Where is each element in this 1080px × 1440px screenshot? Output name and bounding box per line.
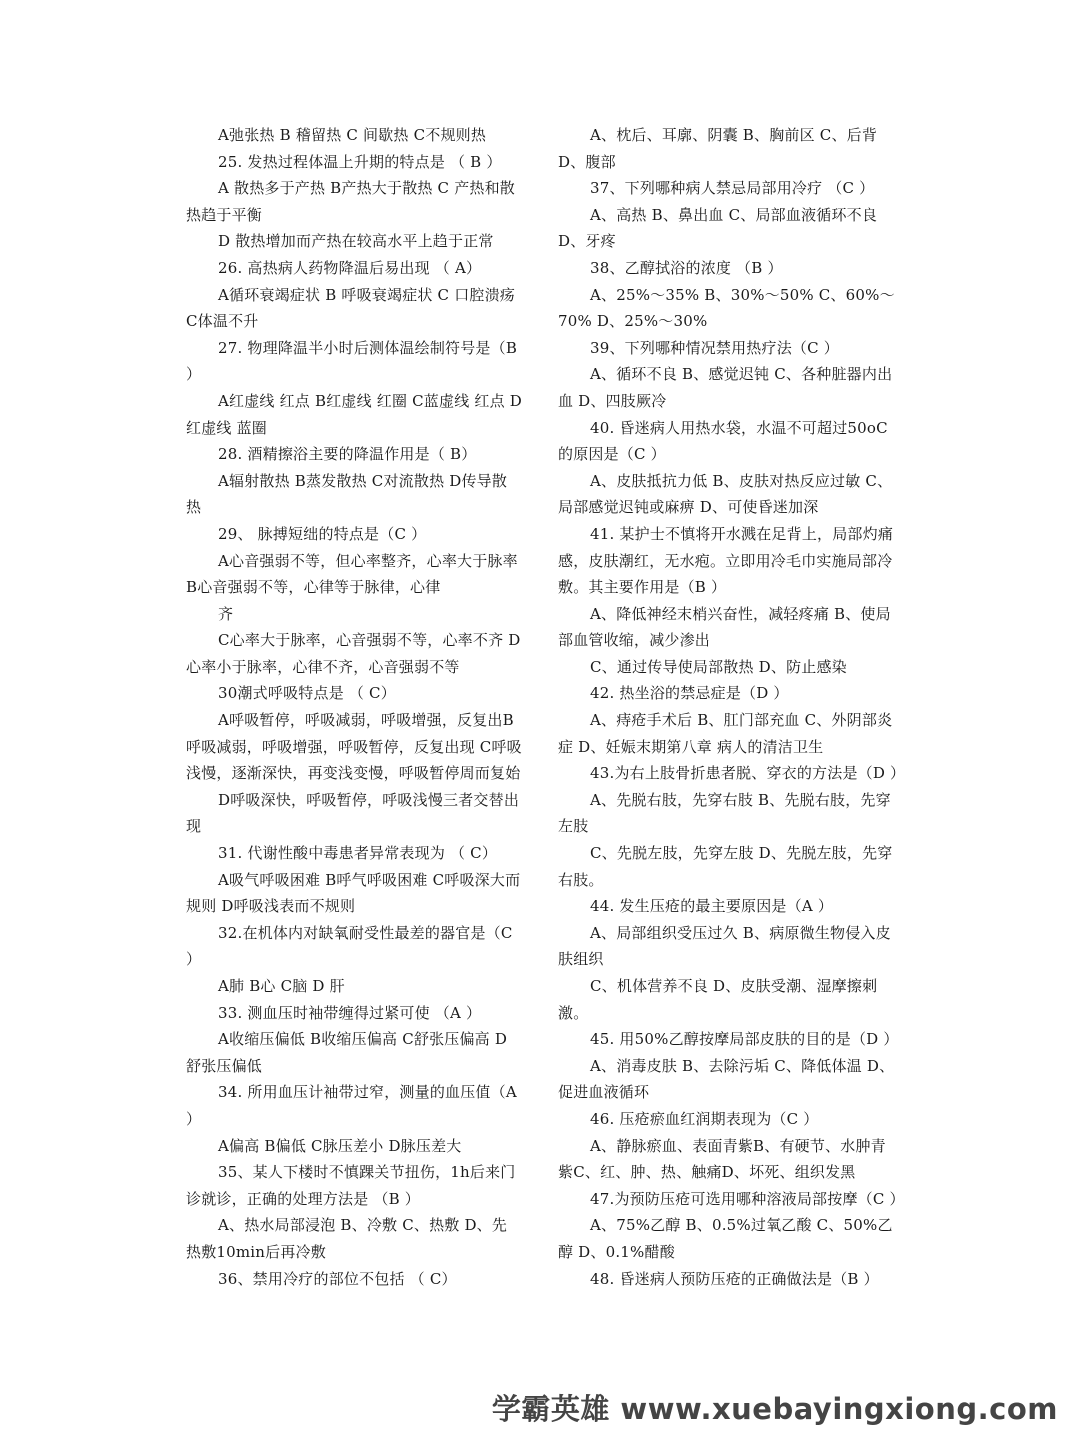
text-line: 33. 测血压时袖带缠得过紧可使 （A ） — [218, 1003, 482, 1022]
text-line: A、痔疮手术后 B、肛门部充血 C、外阴部炎症 D、妊娠末期第八章 病人的清洁卫生 — [558, 711, 893, 756]
right-column — [558, 122, 906, 1292]
text-line: 42. 热坐浴的禁忌症是（D ） — [590, 684, 789, 703]
text-line: 28. 酒精擦浴主要的降温作用是（ B） — [218, 445, 477, 464]
text-line: A、先脱右肢，先穿右肢 B、先脱右肢，先穿左肢 — [558, 790, 891, 836]
text-line: 46. 压疮瘀血红润期表现为（C ） — [590, 1109, 819, 1128]
text-line: 47.为预防压疮可选用哪种溶液局部按摩（C ） — [590, 1189, 905, 1208]
text-line: 43.为右上肢骨折患者脱、穿衣的方法是（D ） — [590, 764, 906, 783]
text-line: A循环衰竭症状 B 呼吸衰竭症状 C 口腔溃疡 C体温不升 — [186, 285, 516, 331]
text-line: C、先脱左肢，先穿左肢 D、先脱左肢，先穿右肢。 — [558, 844, 893, 889]
text-line: A、循环不良 B、感觉迟钝 C、各种脏器内出血 D、四肢厥冷 — [558, 365, 893, 410]
text-line: A、热水局部浸泡 B、冷敷 C、热敷 D、先热敷10min后再冷敷 — [186, 1216, 508, 1261]
text-line: 29、 脉搏短绌的特点是（C ） — [218, 524, 427, 543]
text-line: 41. 某护士不慎将开水溅在足背上，局部灼痛感，皮肤潮红，无水疱。立即用冷毛巾实施局部冷敷。其主要作用是（B ） — [558, 524, 894, 597]
text-line: 36、禁用冷疗的部位不包括 （ C） — [218, 1269, 457, 1288]
text-line: 齐 — [218, 604, 234, 623]
text-line: 25. 发热过程体温上升期的特点是 （ B ） — [218, 152, 502, 171]
text-line: A吸气呼吸困难 B呼气呼吸困难 C呼吸深大而规则 D呼吸浅表而不规则 — [186, 870, 521, 916]
text-line: D 散热增加而产热在较高水平上趋于正常 — [218, 232, 494, 251]
text-line: 32.在机体内对缺氧耐受性最差的器官是（C ） — [186, 923, 513, 969]
text-line: A、消毒皮肤 B、去除污垢 C、降低体温 D、促进血液循环 — [558, 1056, 895, 1102]
text-line: A、25%～35% B、30%～50% C、60%～70% D、25%～30% — [558, 285, 895, 331]
text-line: A、皮肤抵抗力低 B、皮肤对热反应过敏 C、局部感觉迟钝或麻痹 D、可使昏迷加深 — [558, 471, 893, 517]
text-line: C心率大于脉率，心音强弱不等，心率不齐 D心率小于脉率，心律不齐，心音强弱不等 — [186, 631, 521, 676]
text-line: 27. 物理降温半小时后测体温绘制符号是（B ） — [186, 338, 518, 384]
text-line: A、静脉瘀血、表面青紫B、有硬节、水肿青紫C、红、肿、热、触痛D、坏死、组织发黑 — [558, 1136, 886, 1182]
text-line: D呼吸深快，呼吸暂停，呼吸浅慢三者交替出现 — [186, 790, 520, 836]
text-line: A收缩压偏低 B收缩压偏高 C舒张压偏高 D舒张压偏低 — [186, 1030, 508, 1075]
left-column — [186, 122, 522, 1292]
text-line: A呼吸暂停，呼吸减弱，呼吸增强，反复出B 呼吸减弱，呼吸增强，呼吸暂停，反复出现 C呼吸浅慢，逐渐深快，再变浅变慢，呼吸暂停周而复始 — [186, 711, 522, 783]
text-line: A红虚线 红点 B红虚线 红圈 C蓝虚线 红点 D红虚线 蓝圈 — [186, 391, 522, 437]
text-line: A 散热多于产热 B产热大于散热 C 产热和散热趋于平衡 — [186, 179, 516, 224]
text-line: A、局部组织受压过久 B、病原微生物侵入皮肤组织 — [558, 923, 891, 969]
text-line: A、高热 B、鼻出血 C、局部血液循环不良 D、牙疼 — [558, 205, 878, 251]
text-line: C、通过传导使局部散热 D、防止感染 — [590, 657, 847, 676]
text-line: A、降低神经末梢兴奋性，减轻疼痛 B、使局部血管收缩，减少渗出 — [558, 604, 891, 650]
text-line: C、机体营养不良 D、皮肤受潮、湿摩擦刺激。 — [558, 977, 878, 1022]
text-line: A、75%乙醇 B、0.5%过氧乙酸 C、50%乙醇 D、0.1%醋酸 — [558, 1216, 893, 1261]
text-line: A肺 B心 C脑 D 肝 — [218, 977, 345, 995]
text-line: 30潮式呼吸特点是 （ C） — [218, 684, 396, 703]
text-line: 37、下列哪种病人禁忌局部用冷疗 （C ） — [590, 179, 875, 198]
text-line: 26. 高热病人药物降温后易出现 （ A） — [218, 258, 482, 277]
watermark: 学霸英雄 www.xuebayingxiong.com — [491, 1392, 1058, 1426]
text-line: 35、某人下楼时不慎踝关节扭伤，1h后来门诊就诊，正确的处理方法是 （B ） — [186, 1163, 516, 1208]
text-line: A心音强弱不等，但心率整齐，心率大于脉率 B心音强弱不等，心律等于脉律，心律 — [186, 551, 518, 597]
text-line: A偏高 B偏低 C脉压差小 D脉压差大 — [218, 1136, 462, 1155]
text-line: A辐射散热 B蒸发散热 C对流散热 D传导散热 — [186, 471, 508, 517]
text-line: 44. 发生压疮的最主要原因是（A ） — [590, 897, 834, 916]
text-line: 39、下列哪种情况禁用热疗法（C ） — [590, 338, 839, 357]
text-line: 31. 代谢性酸中毒患者异常表现为 （ C） — [218, 844, 498, 863]
text-line: A弛张热 B 稽留热 C 间歇热 C不规则热 — [218, 126, 487, 144]
text-line: 45. 用50%乙醇按摩局部皮肤的目的是（D ） — [590, 1030, 899, 1049]
text-line: 40. 昏迷病人用热水袋，水温不可超过50oC的原因是（C ） — [558, 418, 888, 464]
text-line: A、枕后、耳廓、阴囊 B、胸前区 C、后背 D、腹部 — [558, 126, 878, 171]
text-line: 48. 昏迷病人预防压疮的正确做法是（B ） — [590, 1269, 879, 1288]
text-line: 38、乙醇拭浴的浓度 （B ） — [590, 258, 783, 277]
text-line: 34. 所用血压计袖带过窄，测量的血压值（A ） — [186, 1083, 517, 1128]
